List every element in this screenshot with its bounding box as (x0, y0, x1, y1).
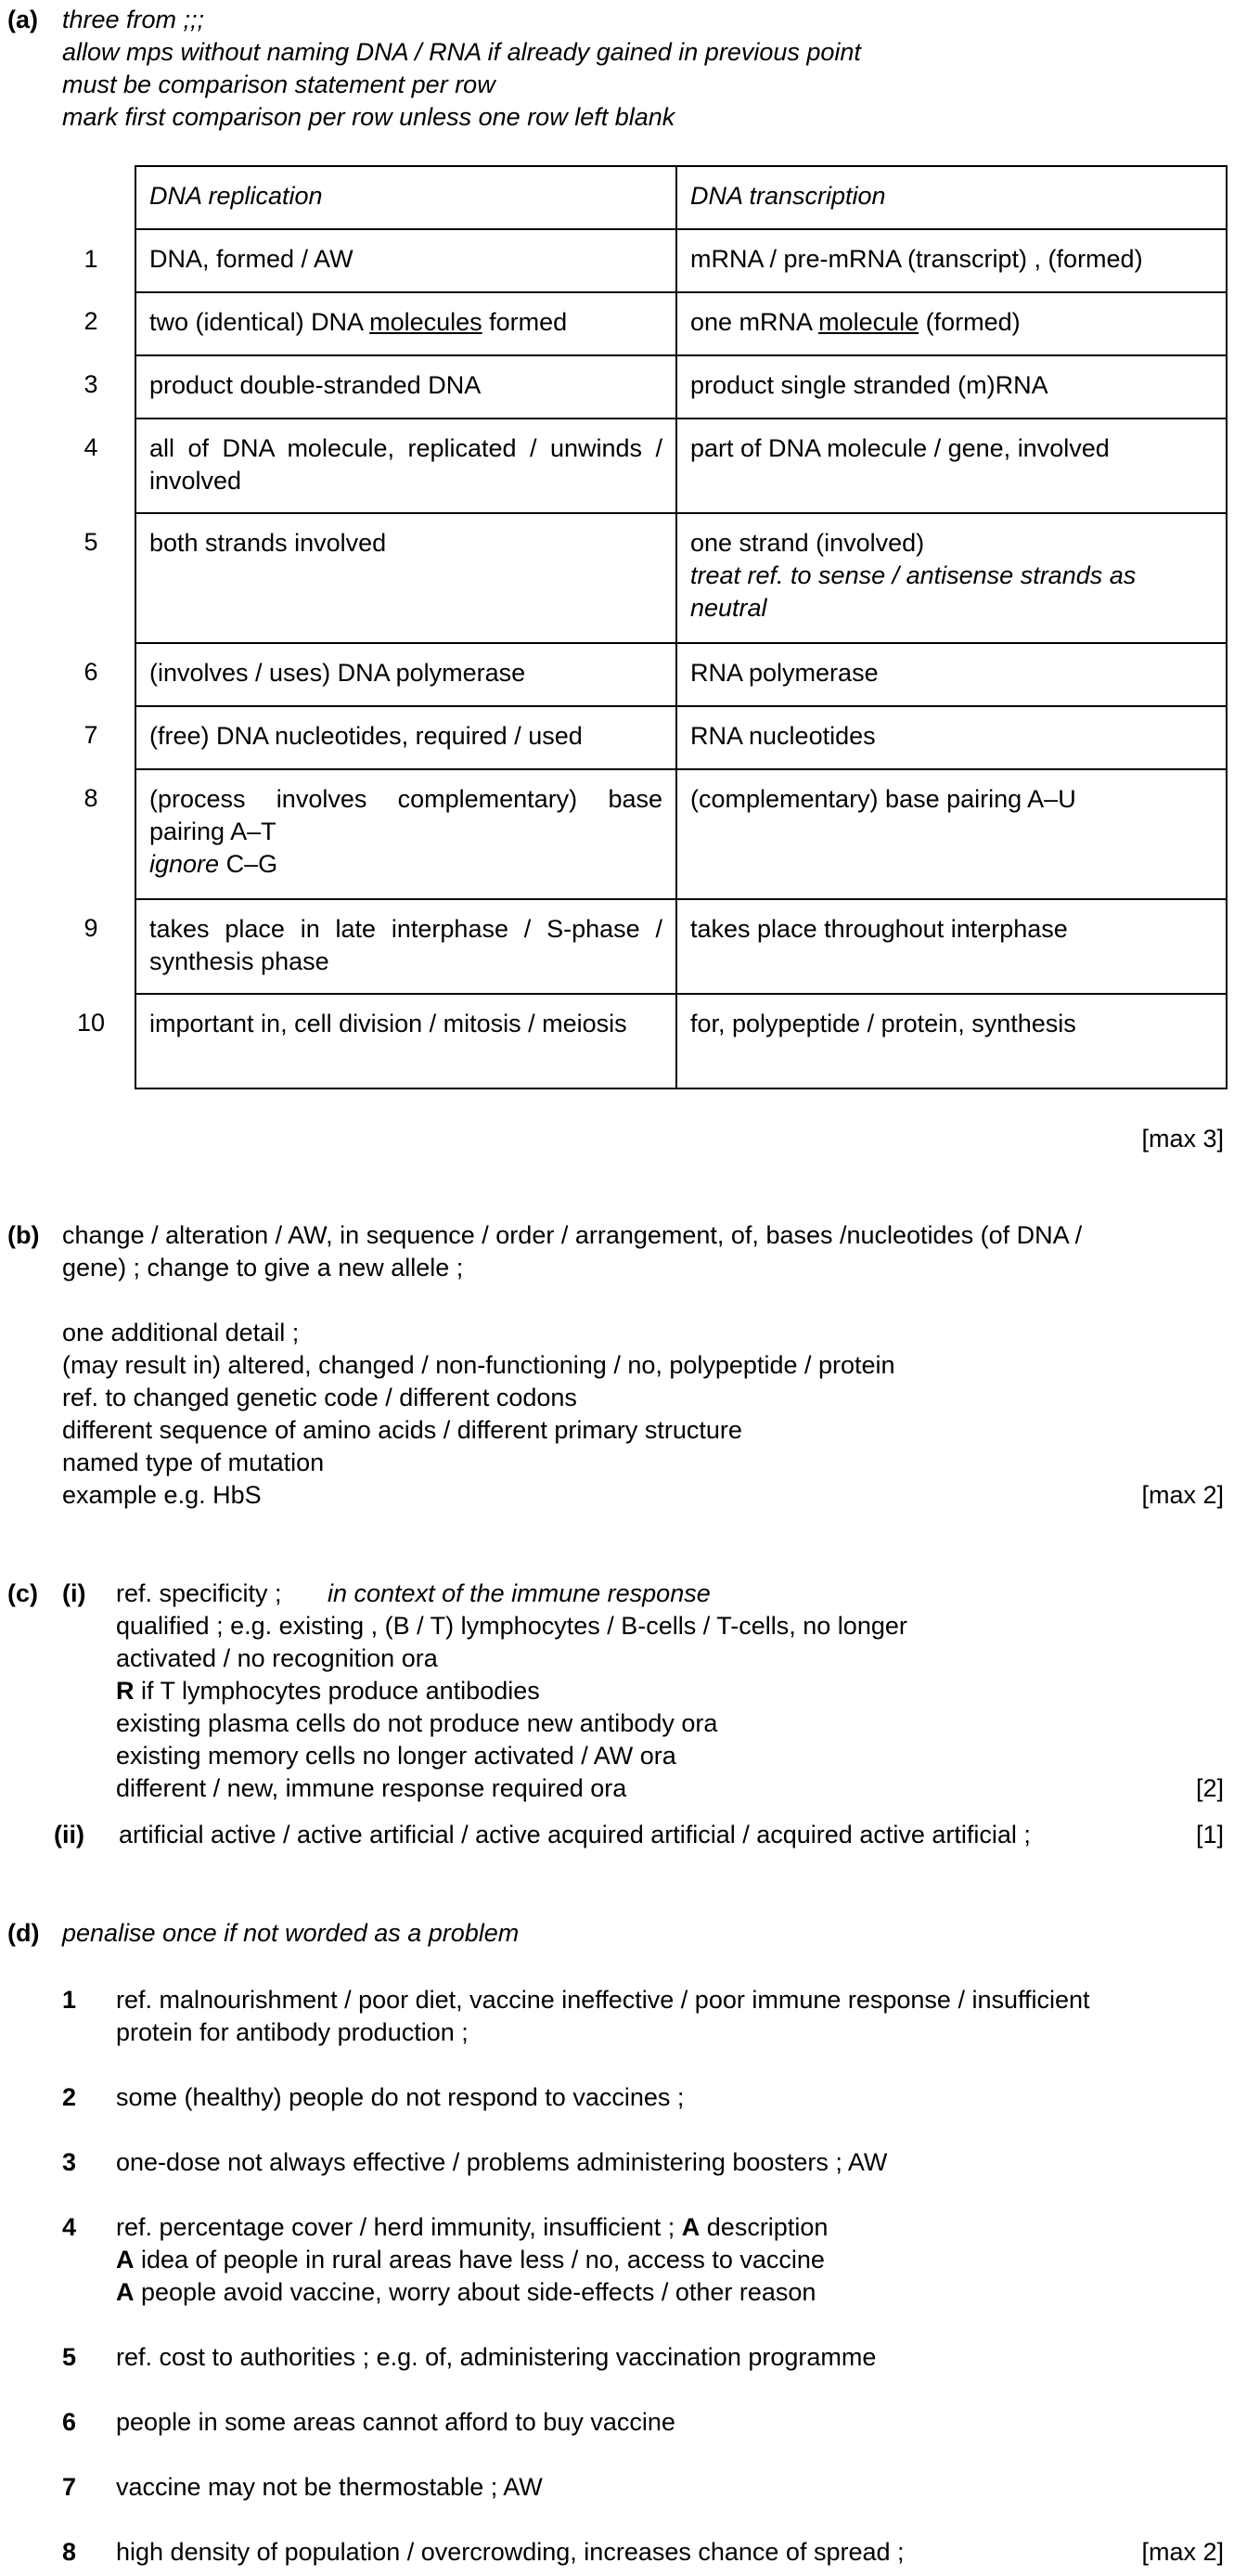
table-cell: important in, cell division / mitosis / meiosis (135, 994, 676, 1088)
mark-allocation: [2] (1195, 1774, 1224, 1802)
item-text: high density of population / overcrowding, increases chance of spread ; (116, 2538, 905, 2566)
item-text: some (healthy) people do not respond to vaccines ; (116, 2083, 685, 2111)
table-cell (676, 513, 1227, 643)
item-text: people in some areas cannot afford to buy vaccine (116, 2408, 675, 2436)
table-row (135, 899, 1227, 994)
part-b-detail: (may result in) altered, changed / non-functioning / no, polypeptide / protein (62, 1351, 895, 1379)
table-cell: DNA, formed / AW (135, 229, 676, 292)
part-d-label: (d) (7, 1919, 40, 1947)
part-b-label: (b) (7, 1221, 40, 1249)
table-cell: product double-stranded DNA (135, 355, 676, 419)
reject-marker: R (116, 1677, 135, 1705)
table-cell (135, 769, 676, 899)
cell-text: two (identical) DNA (149, 308, 370, 336)
part-b-text: gene) ; change to give a new allele ; (62, 1254, 464, 1282)
accept-text: people avoid vaccine, worry about side-effects / other reason (134, 2278, 816, 2306)
item-text: ref. malnourishment / poor diet, vaccine ineffective / poor immune response / insufficient (116, 1986, 1090, 2014)
item-number: 5 (62, 2343, 77, 2371)
table-cell: product single stranded (m)RNA (676, 355, 1227, 419)
row-number: 4 (84, 433, 98, 461)
part-b-text: change / alteration / AW, in sequence / order / arrangement, of, bases /nucleotides (of DNA / (62, 1221, 1083, 1249)
part-c-i-context: in context of the immune response (328, 1579, 711, 1607)
part-c-label: (c) (7, 1579, 38, 1607)
table-cell: RNA nucleotides (676, 706, 1227, 769)
table-cell: takes place throughout interphase (676, 899, 1227, 994)
item-text-pre: ref. percentage cover / herd immunity, insufficient ; (116, 2213, 682, 2241)
part-c-i-reject (116, 1675, 540, 1707)
part-a-note: three from ;;; (62, 6, 205, 33)
row-number: 2 (84, 307, 98, 335)
table-row (135, 769, 1227, 899)
item-accept-line (116, 2276, 816, 2309)
part-c-i-line: qualified ; e.g. existing , (B / T) lymphocytes / B-cells / T-cells, no longer (116, 1612, 907, 1640)
row-number: 7 (84, 721, 98, 749)
part-a-note: mark first comparison per row unless one row left blank (62, 103, 675, 131)
item-number: 4 (62, 2213, 77, 2241)
part-a-note: allow mps without naming DNA / RNA if already gained in previous point (62, 38, 861, 66)
part-a-note: must be comparison statement per row (62, 71, 495, 98)
cell-text: (process involves complementary) base pairing A–T (149, 785, 662, 845)
table-row (135, 355, 1227, 419)
comparison-table (135, 165, 1228, 1089)
part-c-i-label: (i) (62, 1579, 86, 1607)
table-cell (135, 292, 676, 355)
part-b-detail: one additional detail ; (62, 1319, 300, 1346)
part-b-detail: ref. to changed genetic code / different codons (62, 1384, 577, 1411)
table-cell: RNA polymerase (676, 643, 1227, 706)
row-number: 3 (84, 370, 98, 398)
table-header: DNA replication (135, 166, 676, 229)
mark-allocation: [1] (1195, 1821, 1224, 1848)
table-cell: all of DNA molecule, replicated / unwinds / involved (135, 419, 676, 513)
table-cell: (complementary) base pairing A–U (676, 769, 1227, 899)
table-row (135, 292, 1227, 355)
table-cell: for, polypeptide / protein, synthesis (676, 994, 1227, 1088)
item-number: 6 (62, 2408, 77, 2436)
table-cell (676, 292, 1227, 355)
table-cell: part of DNA molecule / gene, involved (676, 419, 1227, 513)
cell-note (149, 848, 662, 881)
item-accept-line (116, 2244, 825, 2276)
cell-text: formed (482, 308, 568, 336)
part-c-i-first: ref. specificity ; (116, 1579, 282, 1607)
item-number: 2 (62, 2083, 77, 2111)
cell-text: (formed) (919, 308, 1021, 336)
part-a-label: (a) (7, 6, 38, 33)
accept-marker: A (681, 2213, 701, 2241)
item-text: vaccine may not be thermostable ; AW (116, 2473, 543, 2501)
item-text: one-dose not always effective / problems administering boosters ; AW (116, 2148, 888, 2176)
table-row (135, 229, 1227, 292)
accept-marker: A (116, 2246, 135, 2273)
part-c-i-line: different / new, immune response required ora (116, 1774, 627, 1802)
cell-text: one strand (involved) (690, 529, 925, 557)
cell-note: treat ref. to sense / antisense strands as neutral (690, 561, 1137, 622)
part-c-i-line: existing memory cells no longer activated / AW ora (116, 1742, 676, 1770)
mark-allocation: [max 2] (1141, 1481, 1224, 1509)
table-header: DNA transcription (676, 166, 1227, 229)
item-number: 1 (62, 1986, 77, 2014)
row-number: 10 (76, 1009, 106, 1037)
cell-note-ignore: ignore (149, 850, 220, 878)
item-text: ref. cost to authorities ; e.g. of, administering vaccination programme (116, 2343, 877, 2371)
table-row (135, 994, 1227, 1088)
item-number: 7 (62, 2473, 77, 2501)
mark-allocation: [max 3] (1141, 1125, 1224, 1153)
part-c-ii-label: (ii) (54, 1821, 84, 1848)
row-number: 5 (84, 528, 98, 556)
reject-text: if T lymphocytes produce antibodies (134, 1677, 540, 1705)
part-b-detail: named type of mutation (62, 1449, 325, 1476)
table-row (135, 643, 1227, 706)
table-row (135, 706, 1227, 769)
item-number: 8 (62, 2538, 77, 2566)
part-c-i-line: activated / no recognition ora (116, 1644, 438, 1672)
row-number: 9 (84, 914, 98, 942)
part-b-detail: different sequence of amino acids / different primary structure (62, 1416, 742, 1444)
item-number: 3 (62, 2148, 77, 2176)
mark-allocation: [max 2] (1141, 2538, 1224, 2566)
cell-text: one mRNA (690, 308, 819, 336)
table-cell: both strands involved (135, 513, 676, 643)
part-b-detail: example e.g. HbS (62, 1481, 262, 1509)
row-number: 1 (84, 245, 98, 273)
accept-marker: A (116, 2278, 135, 2306)
item-text (116, 2211, 828, 2244)
table-cell: mRNA / pre-mRNA (transcript) , (formed) (676, 229, 1227, 292)
cell-underlined: molecules (369, 308, 482, 336)
table-cell: (free) DNA nucleotides, required / used (135, 706, 676, 769)
row-number: 8 (84, 784, 98, 812)
row-number: 6 (84, 658, 98, 686)
item-text: protein for antibody production ; (116, 2018, 469, 2046)
part-d-intro: penalise once if not worded as a problem (62, 1919, 520, 1947)
table-cell: (involves / uses) DNA polymerase (135, 643, 676, 706)
accept-text: idea of people in rural areas have less / no, access to vaccine (134, 2246, 825, 2273)
table-row (135, 513, 1227, 643)
table-cell: takes place in late interphase / S-phase / synthesis phase (135, 899, 676, 994)
part-c-i-line: existing plasma cells do not produce new antibody ora (116, 1709, 718, 1737)
cell-underlined: molecule (818, 308, 919, 336)
item-text-post: description (700, 2213, 829, 2241)
cell-note-text: C–G (219, 850, 278, 878)
part-c-ii-text: artificial active / active artificial / active acquired artificial / acquired active artificial ; (119, 1821, 1031, 1848)
table-row (135, 419, 1227, 513)
